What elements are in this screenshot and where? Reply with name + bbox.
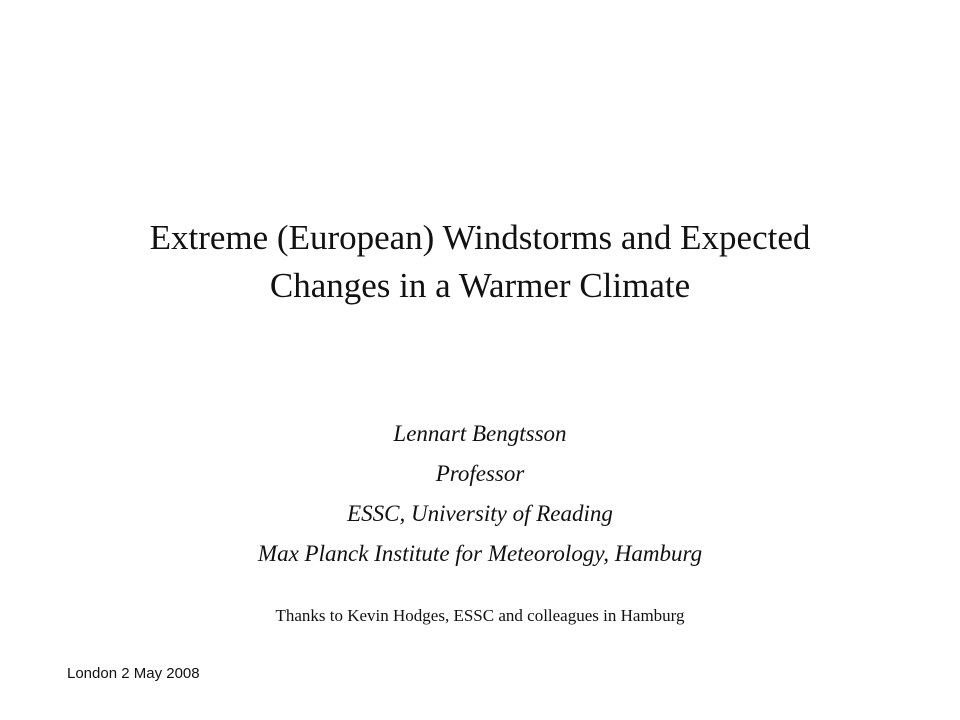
- slide-footer: London 2 May 2008: [67, 665, 200, 682]
- author-name: Lennart Bengtsson: [393, 421, 567, 446]
- acknowledgement: Thanks to Kevin Hodges, ESSC and colleagues in Hamburg: [275, 606, 685, 625]
- title-line-1: Extreme (European) Windstorms and Expected: [149, 218, 811, 257]
- title-line-2: Changes in a Warmer Climate: [269, 266, 691, 305]
- author-block: [80, 414, 880, 574]
- slide-title: [80, 214, 880, 310]
- author-affiliation-2: Max Planck Institute for Meteorology, Hamburg: [257, 541, 703, 566]
- author-position: Professor: [435, 461, 525, 486]
- author-affiliation-1: ESSC, University of Reading: [347, 501, 613, 526]
